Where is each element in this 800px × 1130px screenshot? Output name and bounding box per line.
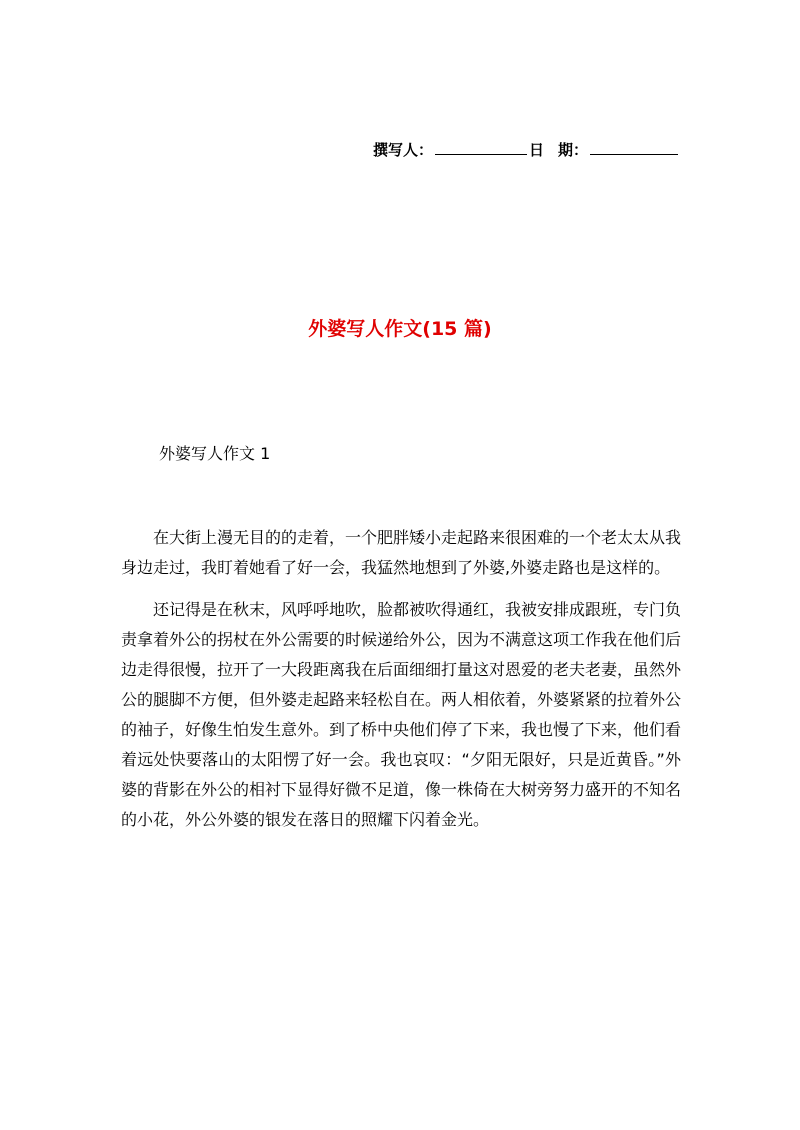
date-blank-field[interactable]	[590, 140, 678, 155]
paragraph: 在大街上漫无目的的走着，一个肥胖矮小走起路来很困难的一个老太太从我身边走过，我盯着她看了好一会，我猛然地想到了外婆,外婆走路也是这样的。	[121, 528, 682, 577]
author-date-line	[373, 139, 680, 160]
date-label-day: 日	[528, 141, 544, 159]
section-heading: 外婆写人作文 1	[159, 444, 271, 463]
article-body	[121, 523, 681, 847]
document-title: 外婆写人作文(15 篇)	[308, 318, 492, 340]
paragraph: 还记得是在秋末，风呼呼地吹，脸都被吹得通红，我被安排成跟班，专门负责拿着外公的拐杖在外公需要的时候递给外公，因为不满意这项工作我在他们后边走得很慢，拉开了一大段距离我在后面细细打量这对恩爱的老夫老妻，虽然外公的腿脚不方便，但外婆走起路来轻松自在。两人相依着，外婆紧紧的拉着外公的袖子，好像生怕发生意外。到了桥中央他们停了下来，我也慢了下来，他们看着远处快要落山的太阳愣了好一会。我也哀叹：“夕阳无限好，只是近黄昏。”外婆的背影在外公的相衬下显得好微不足道，像一株倚在大树旁努力盛开的不知名的小花，外公外婆的银发在落日的照耀下闪着金光。	[121, 600, 682, 829]
author-label: 撰写人：	[372, 141, 433, 159]
date-label-period: 期：	[557, 141, 588, 159]
author-blank-field[interactable]	[435, 140, 527, 155]
